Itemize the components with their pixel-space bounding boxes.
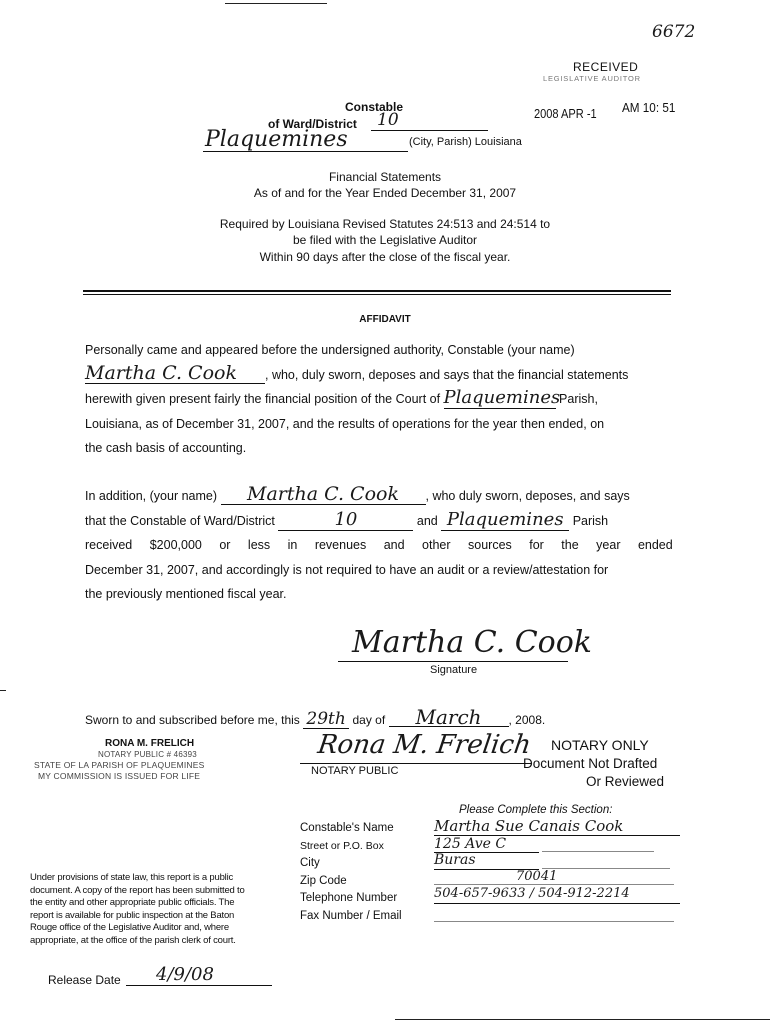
divider-rule xyxy=(83,290,671,295)
sworn-year: , 2008. xyxy=(508,713,546,727)
p2-line2-b: and xyxy=(416,513,438,528)
disclaimer-l1: Under provisions of state law, this report is a public xyxy=(30,872,234,883)
zip-label: Zip Code xyxy=(300,874,347,887)
p1-line1: Personally came and appeared before the undersigned authority, Constable (your name) xyxy=(85,343,575,357)
disclaimer-l3: the entity and other appropriate public officials. The xyxy=(30,897,235,908)
ward-value: 10 xyxy=(377,110,399,130)
notary-signature: Rona M. Frelich xyxy=(315,730,533,760)
sworn-line xyxy=(85,705,546,729)
seal-line3: STATE OF LA PARISH OF PLAQUEMINES xyxy=(34,760,205,770)
phone-value: 504-657-9633 / 504-912-2214 xyxy=(434,886,680,904)
street-extra-line xyxy=(542,851,654,852)
p2-line1-b: , who duly sworn, deposes, and says xyxy=(425,489,630,503)
p2-line4: December 31, 2007, and accordingly is not required to have an audit or a review/attestation for xyxy=(85,562,609,577)
constable-heading: Constable xyxy=(345,100,404,114)
p2-ward-field: 10 xyxy=(278,510,413,531)
city-label: City xyxy=(300,857,320,869)
affidavit-paragraph-1 xyxy=(85,338,675,461)
notary-public-label: NOTARY PUBLIC xyxy=(311,765,399,777)
release-date-value: 4/9/08 xyxy=(126,964,272,986)
as-of: As of and for the Year Ended December 31, 2007 xyxy=(253,186,517,200)
notary-signature-line xyxy=(300,763,532,764)
sworn-day-field: 29th xyxy=(303,711,349,729)
disclaimer-l2: document. A copy of the report has been submitted to xyxy=(30,884,245,896)
affidavit-title: AFFIDAVIT xyxy=(359,314,411,325)
required-line1: Required by Louisiana Revised Statutes 24:513 and 24:514 to xyxy=(219,217,551,231)
scan-margin-line xyxy=(0,690,6,691)
p2-line1-a: In addition, (your name) xyxy=(85,489,218,503)
scan-line-top xyxy=(225,3,327,4)
notary-doc-line2: Or Reviewed xyxy=(586,774,665,789)
ward-label: of Ward/District xyxy=(268,117,357,131)
p1-name-field: Martha C. Cook xyxy=(85,363,265,384)
parish-value: Plaquemines xyxy=(205,127,348,152)
phone-label: Telephone Number xyxy=(300,892,398,904)
p2-line2-a: that the Constable of Ward/District xyxy=(85,513,275,528)
parish-value-line xyxy=(203,127,408,152)
public-disclaimer xyxy=(30,872,245,947)
p1-parish-field: Plaquemines xyxy=(443,387,561,408)
city-value: Buras xyxy=(434,852,539,870)
p1-line3 xyxy=(85,387,675,412)
p1-line3-a: herewith given present fairly the financial position of the Court of xyxy=(85,392,441,406)
file-number: 6672 xyxy=(652,22,696,42)
scan-line-bottom xyxy=(395,1019,770,1020)
fin-statements: Financial Statements xyxy=(328,170,442,184)
notary-doc-line1: Document Not Drafted xyxy=(523,756,658,771)
fax-value xyxy=(434,905,674,922)
street-value: 125 Ave C xyxy=(434,836,539,853)
p1-line5: the cash basis of accounting. xyxy=(85,441,247,455)
zip-value: 70041 xyxy=(516,869,558,884)
zip-line xyxy=(434,884,674,885)
p1-line2-text: , who, duly sworn, deposes and says that the financial statements xyxy=(265,367,629,382)
p2-parish-field: Plaquemines xyxy=(441,510,569,531)
seal-line2: NOTARY PUBLIC # 46393 xyxy=(98,750,197,759)
required-line2: be filed with the Legislative Auditor xyxy=(292,233,478,247)
parish-label xyxy=(409,136,522,148)
required-line3: Within 90 days after the close of the fiscal year. xyxy=(259,250,511,264)
signature-label: Signature xyxy=(430,664,478,676)
stamp-time: AM 10: 51 xyxy=(622,100,676,115)
constable-signature: Martha C. Cook xyxy=(352,625,592,660)
disclaimer-l5: Rouge office of the Legislative Auditor and, where xyxy=(30,922,229,933)
affidavit-paragraph-2 xyxy=(85,484,675,607)
name-value: Martha Sue Canais Cook xyxy=(434,817,680,836)
contact-labels xyxy=(300,820,402,925)
sworn-month-field: March xyxy=(389,708,509,727)
p2-line1 xyxy=(85,484,675,509)
contact-section-title: Please Complete this Section: xyxy=(459,804,613,816)
ward-value-line xyxy=(371,112,488,131)
disclaimer-l4: report is available for public inspection at the Baton xyxy=(30,909,235,921)
seal-name: RONA M. FRELICH xyxy=(105,738,195,749)
p2-line3: received $200,000 or less in revenues and other sources for the year ended xyxy=(85,538,673,552)
street-label: Street or P.O. Box xyxy=(300,839,384,852)
seal-line4: MY COMMISSION IS ISSUED FOR LIFE xyxy=(38,771,201,781)
p2-line2 xyxy=(85,509,675,534)
stamp-dept: LEGISLATIVE AUDITOR xyxy=(543,74,641,83)
signature-line xyxy=(338,661,568,662)
p2-name-field: Martha C. Cook xyxy=(221,484,426,505)
stamp-date: 2008 APR -1 xyxy=(534,106,597,121)
fax-label: Fax Number / Email xyxy=(300,909,402,922)
p1-line3-b: Parish, xyxy=(559,392,598,406)
p1-line4: Louisiana, as of December 31, 2007, and the results of operations for the year then ended, on xyxy=(85,416,605,431)
parish-label-text: (City, Parish) Louisiana xyxy=(409,136,522,148)
p2-line5: the previously mentioned fiscal year. xyxy=(85,587,287,601)
p2-line2-c: Parish xyxy=(572,513,609,528)
disclaimer-l6: appropriate, at the office of the parish clerk of court. xyxy=(30,934,236,946)
sworn-text-b: day of xyxy=(352,713,386,727)
release-date-label: Release Date xyxy=(48,973,121,987)
stamp-received: RECEIVED xyxy=(573,60,639,74)
p1-line2 xyxy=(85,363,675,388)
sworn-text-a: Sworn to and subscribed before me, this xyxy=(85,713,300,727)
notary-only-label: NOTARY ONLY xyxy=(551,737,649,753)
name-label: Constable's Name xyxy=(300,822,394,834)
